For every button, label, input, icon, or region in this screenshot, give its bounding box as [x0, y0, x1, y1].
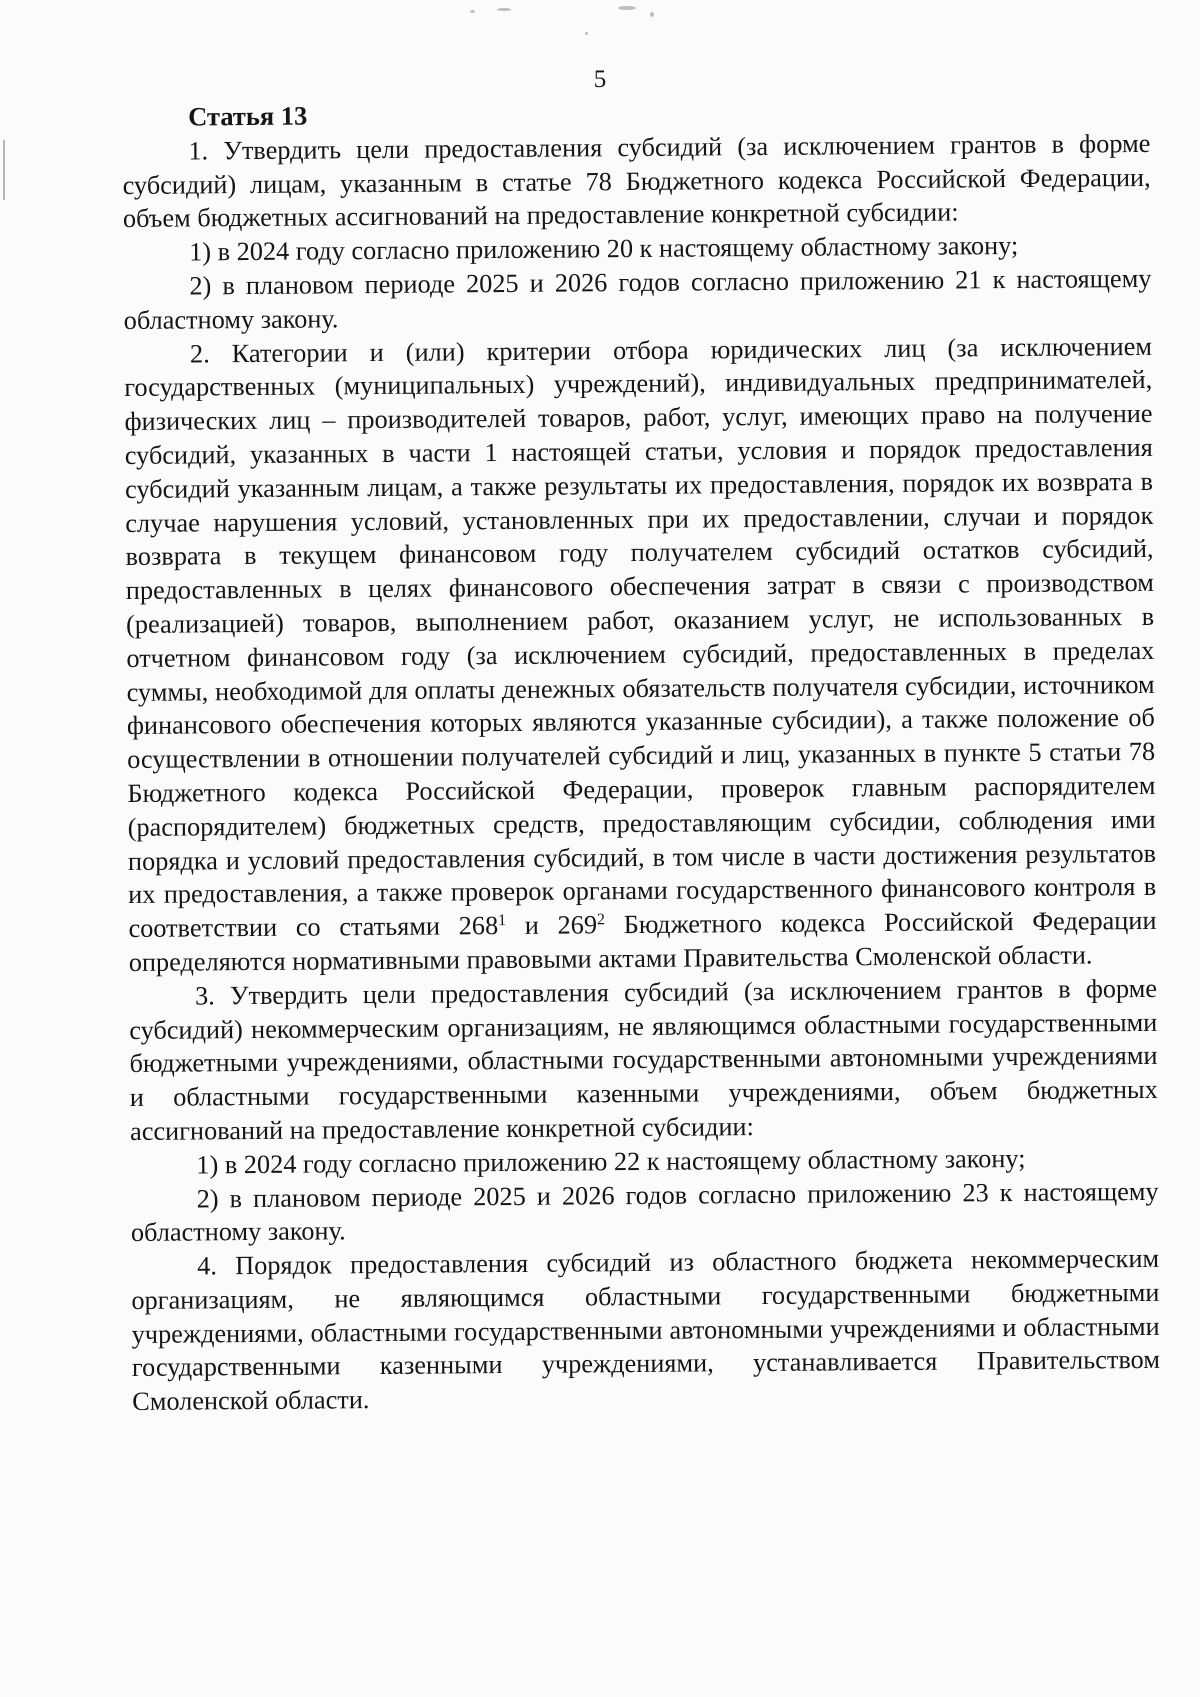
paragraph-1: 1. Утвердить цели предоставления субсидий (за исключением грантов в форме субсидий) лицам, указанным в статье 78 Бюджетного кодекса Российской Федерации, объем бюджетных ассигнований на предоставление конкретной субсидии: [122, 128, 1151, 234]
paragraph-1-item-2: 2) в плановом периоде 2025 и 2026 годов согласно приложению 21 к настоящему областному закону. [123, 263, 1152, 335]
article-heading: Статья 13 [188, 100, 308, 132]
scan-speck [585, 32, 588, 35]
scan-speck [470, 10, 475, 13]
scan-speck [650, 12, 654, 17]
scan-edge-mark [3, 140, 5, 200]
paragraph-4: 4. Порядок предоставления субсидий из областного бюджета некоммерческим организациям, не являющимся областными государственными бюджетными учреждениями, областными государственными автономными учреждениями и областными государственными казенными учреждениями, устанавливается Правительством Смоленской области. [131, 1243, 1161, 1417]
page-number: 5 [593, 66, 607, 93]
paragraph-3-item-2: 2) в плановом периоде 2025 и 2026 годов согласно приложению 23 к настоящему областному закону. [130, 1176, 1159, 1248]
paragraph-2 [124, 329, 1157, 979]
article-body [122, 93, 1160, 1419]
scan-speck [497, 8, 511, 11]
paragraph-3-item-1: 1) в 2024 году согласно приложению 22 к настоящему областному закону; [196, 1143, 1026, 1180]
paragraph-2-tail: Бюджетного кодекса Российской Федерации определяются нормативными правовыми актами Правительства Смоленской области. [128, 906, 1157, 977]
paragraph-3: 3. Утвердить цели предоставления субсидий (за исключением грантов в форме субсидий) некоммерческим организациям, не являющимся областными государственными бюджетными учреждениями, областными государственными автономными учреждениями и областными государственными казенными учреждениями, объем бюджетных ассигнований на предоставление конкретной субсидии: [129, 973, 1158, 1146]
superscript-1: 1 [498, 912, 507, 930]
paragraph-2-between: и 269 [506, 910, 598, 941]
paragraph-2-text: 2. Категории и (или) критерии отбора юридических лиц (за исключением государственных (муниципальных) учреждений), индивидуальных предпринимателей, физических лиц – производителей товаров, работ, услуг, имеющих право на получение субсидий, указанных в части 1 настоящей статьи, условия и порядок предоставления субсидий указанным лицам, а также результаты их предоставления, порядок их возврата в случае нарушения условий, установленных при их предоставлении, случаи и порядок возврата в текущем финансовом году получателем субсидий остатков субсидий, предоставленных в целях финансового обеспечения затрат в связи с производством (реализацией) товаров, выполнением работ, оказанием услуг, не использованных в отчетном финансовом году (за исключением субсидий, предоставленных в пределах суммы, необходимой для оплаты денежных обязательств получателя субсидии, источником финансового обеспечения которых являются указанные субсидии), а также положение об осуществлении в отношении получателей субсидий и лиц, указанных в пункте 5 статьи 78 Бюджетного кодекса Российской Федерации, проверок главным распорядителем (распорядителем) бюджетных средств, предоставляющим субсидии, соблюдения ими порядка и условий предоставления субсидий, в том числе в части достижения результатов их предоставления, а также проверок органами государственного финансового контроля в соответствии со статьями 268 [124, 331, 1157, 944]
superscript-2: 2 [596, 911, 606, 929]
paragraph-1-item-1: 1) в 2024 году согласно приложению 20 к настоящему областному закону; [189, 231, 1019, 267]
scan-speck [618, 6, 636, 10]
